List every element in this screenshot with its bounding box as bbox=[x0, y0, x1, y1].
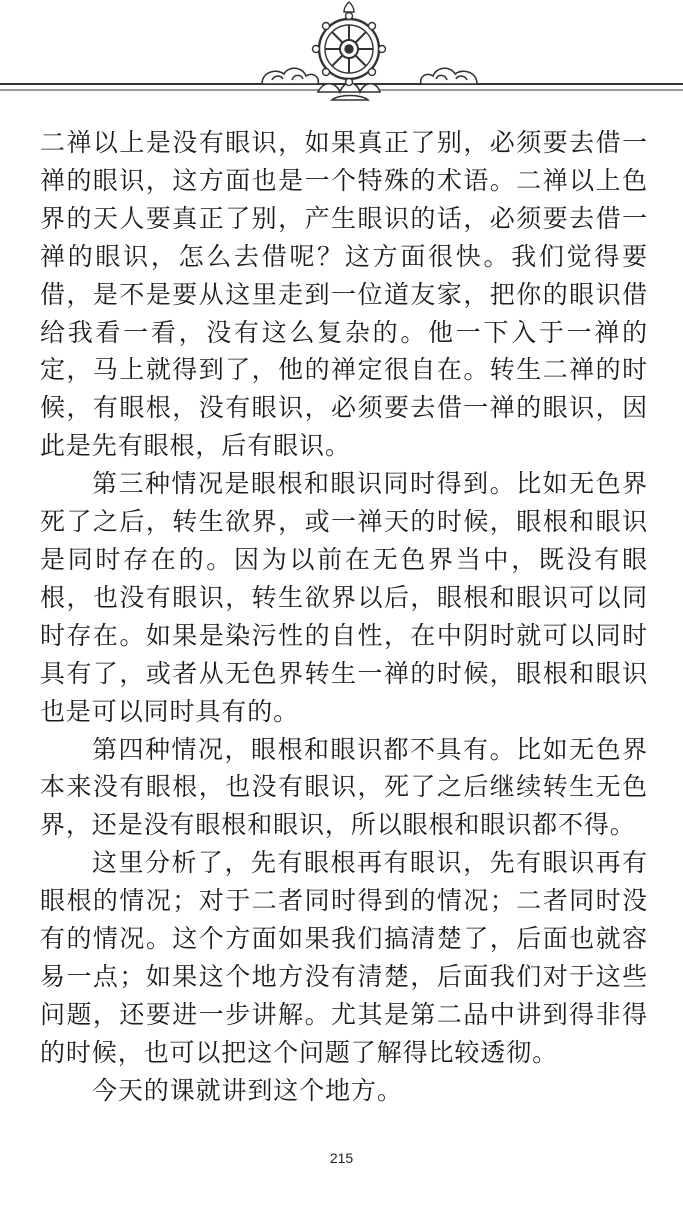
page-number: 215 bbox=[329, 1150, 354, 1166]
paragraph-3: 第四种情况，眼根和眼识都不具有。比如无色界本来没有眼根，也没有眼识，死了之后继续转生无色界，还是没有眼根和眼识，所以眼根和眼识都不得。 bbox=[40, 734, 648, 840]
body-text bbox=[40, 124, 648, 1110]
paragraph-2: 第三种情况是眼根和眼识同时得到。比如无色界死了之后，转生欲界，或一禅天的时候，眼根和眼识是同时存在的。因为以前在无色界当中，既没有眼根，也没有眼识，转生欲界以后，眼根和眼识可以同时存在。如果是染污性的自性，在中阴时就可以同时具有了，或者从无色界转生一禅的时候，眼根和眼识也是可以同时具有的。 bbox=[40, 469, 648, 726]
paragraph-4: 这里分析了，先有眼根再有眼识，先有眼识再有眼根的情况；对于二者同时得到的情况；二者同时没有的情况。这个方面如果我们搞清楚了，后面也就容易一点；如果这个地方没有清楚，后面我们对于这些问题，还要进一步讲解。尤其是第二品中讲到得非得的时候，也可以把这个问题了解得比较透彻。 bbox=[40, 848, 648, 1067]
page-header-ornament bbox=[0, 0, 683, 110]
left-cloud-ornament bbox=[262, 68, 318, 84]
dharma-wheel-icon bbox=[313, 2, 386, 86]
paragraph-1: 二禅以上是没有眼识，如果真正了别，必须要去借一禅的眼识，这方面也是一个特殊的术语。二禅以上色界的天人要真正了别，产生眼识的话，必须要去借一禅的眼识，怎么去借呢？这方面很快。我们觉得要借，是不是要从这里走到一位道友家，把你的眼识借给我看一看，没有这么复杂的。他一下入于一禅的定，马上就得到了，他的禅定很自在。转生二禅的时候，有眼根，没有眼识，必须要去借一禅的眼识，因此是先有眼根，后有眼识。 bbox=[40, 128, 648, 461]
right-cloud-ornament bbox=[421, 68, 477, 84]
paragraph-5: 今天的课就讲到这个地方。 bbox=[92, 1075, 403, 1105]
